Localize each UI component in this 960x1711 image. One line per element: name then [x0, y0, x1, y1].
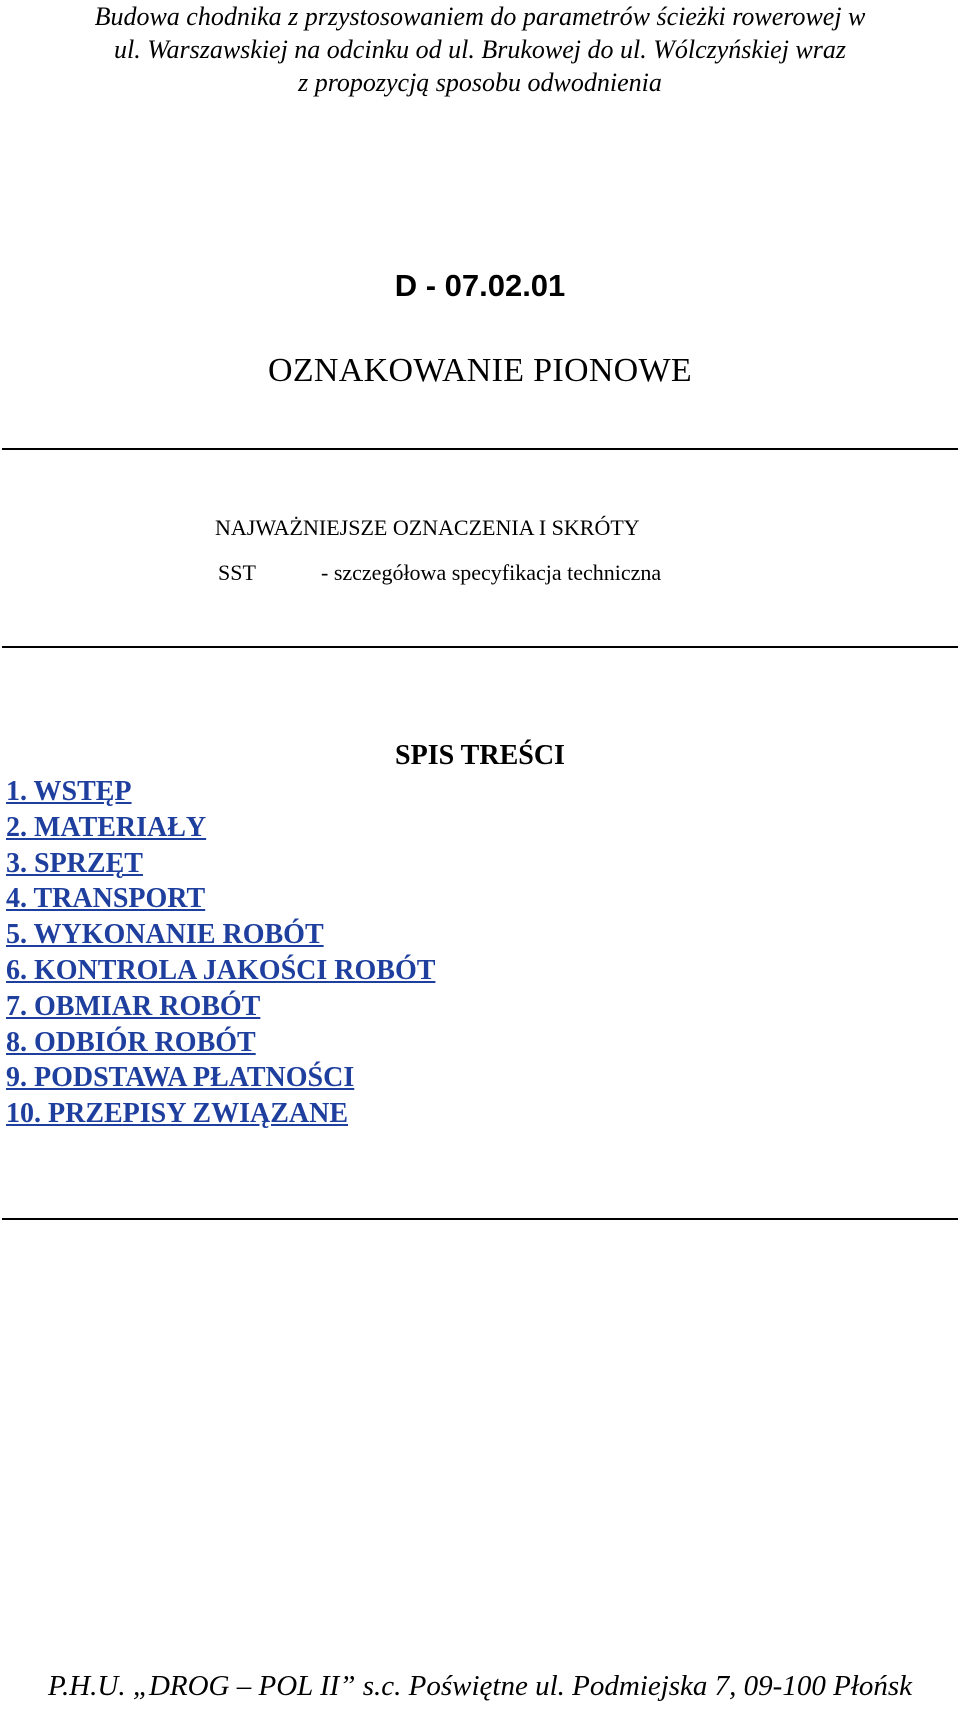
toc-title-text: SPIS TREŚCI [395, 740, 565, 771]
specification-code: D - 07.02.01 [394, 268, 566, 303]
abbreviation-definition: - szczegółowa specyfikacja techniczna [321, 560, 662, 585]
toc-link-wstep[interactable]: 1. WSTĘP [6, 776, 132, 807]
toc-link-odbior-robot[interactable]: 8. ODBIÓR ROBÓT [6, 1026, 256, 1058]
project-header-line-2: ul. Warszawskiej na odcinku od ul. Brukowej do ul. Wólczyńskiej wraz [113, 35, 847, 64]
company-footer: P.H.U. „DROG – POL II” s.c. Poświętne ul. Podmiejska 7, 09-100 Płońsk [47, 1670, 913, 1702]
abbreviations-heading: NAJWAŻNIEJSZE OZNACZENIA I SKRÓTY [215, 515, 640, 540]
toc-link-wykonanie-robot[interactable]: 5. WYKONANIE ROBÓT [6, 919, 324, 951]
abbreviation-row [218, 560, 661, 586]
toc-link-przepisy-zwiazane[interactable]: 10. PRZEPISY ZWIĄZANE [6, 1098, 349, 1130]
project-header [0, 0, 960, 99]
toc-link-podstawa-platnosci[interactable]: 9. PODSTAWA PŁATNOŚCI [6, 1062, 355, 1094]
project-header-line-1: Budowa chodnika z przystosowaniem do parametrów ścieżki rowerowej w [94, 2, 866, 31]
specification-title: OZNAKOWANIE PIONOWE [267, 352, 692, 389]
toc-link-kontrola-jakosci[interactable]: 6. KONTROLA JAKOŚCI ROBÓT [6, 954, 436, 986]
toc-link-transport[interactable]: 4. TRANSPORT [6, 883, 206, 915]
toc-link-materialy[interactable]: 2. MATERIAŁY [6, 811, 207, 843]
divider-bottom [2, 1218, 958, 1220]
project-header-line-3: z propozycją sposobu odwodnienia [298, 68, 662, 97]
toc-link-sprzet[interactable]: 3. SPRZĘT [6, 847, 143, 879]
toc-title [0, 740, 960, 772]
table-of-contents [6, 774, 435, 1132]
divider-top [2, 448, 958, 450]
abbreviation-term: SST [218, 560, 256, 585]
divider-middle [2, 646, 958, 648]
toc-link-obmiar-robot[interactable]: 7. OBMIAR ROBÓT [6, 990, 261, 1022]
